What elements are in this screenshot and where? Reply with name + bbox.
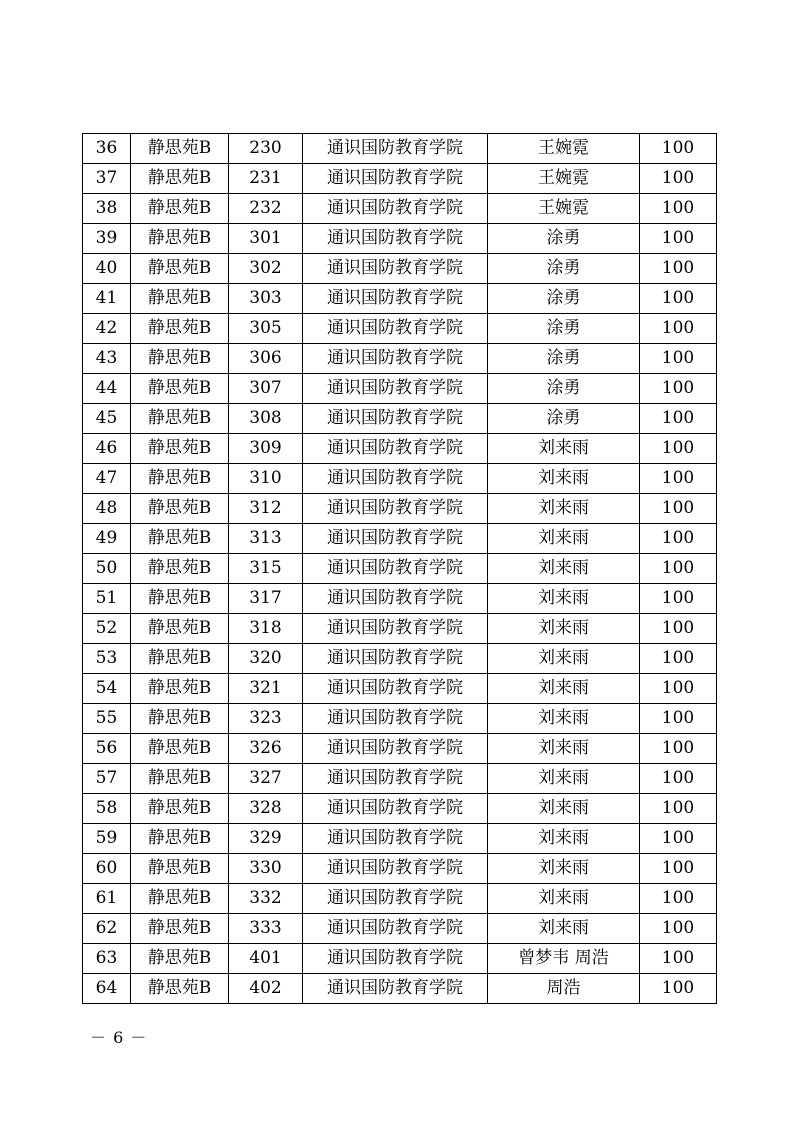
score-cell: 100 — [640, 524, 717, 554]
college-cell: 通识国防教育学院 — [303, 674, 488, 704]
building-cell: 静思苑B — [131, 254, 229, 284]
table-body — [83, 134, 717, 1004]
row-index-cell: 48 — [83, 494, 131, 524]
room-number-cell: 310 — [229, 464, 303, 494]
room-number-cell: 317 — [229, 584, 303, 614]
person-cell: 刘来雨 — [488, 794, 640, 824]
row-index-cell: 52 — [83, 614, 131, 644]
room-number-cell: 318 — [229, 614, 303, 644]
person-cell: 刘来雨 — [488, 554, 640, 584]
room-number-cell: 332 — [229, 884, 303, 914]
building-cell: 静思苑B — [131, 164, 229, 194]
table-row — [83, 404, 717, 434]
person-cell: 刘来雨 — [488, 464, 640, 494]
score-cell: 100 — [640, 764, 717, 794]
room-number-cell: 321 — [229, 674, 303, 704]
room-number-cell: 329 — [229, 824, 303, 854]
building-cell: 静思苑B — [131, 524, 229, 554]
room-number-cell: 305 — [229, 314, 303, 344]
room-number-cell: 301 — [229, 224, 303, 254]
table-row — [83, 464, 717, 494]
college-cell: 通识国防教育学院 — [303, 284, 488, 314]
college-cell: 通识国防教育学院 — [303, 434, 488, 464]
person-cell: 涂勇 — [488, 284, 640, 314]
score-cell: 100 — [640, 464, 717, 494]
row-index-cell: 64 — [83, 974, 131, 1004]
table-row — [83, 854, 717, 884]
row-index-cell: 58 — [83, 794, 131, 824]
person-cell: 刘来雨 — [488, 884, 640, 914]
building-cell: 静思苑B — [131, 614, 229, 644]
college-cell: 通识国防教育学院 — [303, 194, 488, 224]
row-index-cell: 40 — [83, 254, 131, 284]
table-row — [83, 494, 717, 524]
row-index-cell: 61 — [83, 884, 131, 914]
person-cell: 曾梦韦 周浩 — [488, 944, 640, 974]
building-cell: 静思苑B — [131, 824, 229, 854]
row-index-cell: 46 — [83, 434, 131, 464]
score-cell: 100 — [640, 194, 717, 224]
room-number-cell: 308 — [229, 404, 303, 434]
score-cell: 100 — [640, 614, 717, 644]
row-index-cell: 62 — [83, 914, 131, 944]
college-cell: 通识国防教育学院 — [303, 974, 488, 1004]
building-cell: 静思苑B — [131, 914, 229, 944]
row-index-cell: 54 — [83, 674, 131, 704]
building-cell: 静思苑B — [131, 854, 229, 884]
table-row — [83, 524, 717, 554]
college-cell: 通识国防教育学院 — [303, 854, 488, 884]
table-row — [83, 554, 717, 584]
room-number-cell: 328 — [229, 794, 303, 824]
table-row — [83, 434, 717, 464]
building-cell: 静思苑B — [131, 224, 229, 254]
score-cell: 100 — [640, 674, 717, 704]
college-cell: 通识国防教育学院 — [303, 884, 488, 914]
person-cell: 王婉霓 — [488, 194, 640, 224]
building-cell: 静思苑B — [131, 704, 229, 734]
college-cell: 通识国防教育学院 — [303, 254, 488, 284]
building-cell: 静思苑B — [131, 134, 229, 164]
college-cell: 通识国防教育学院 — [303, 644, 488, 674]
person-cell: 周浩 — [488, 974, 640, 1004]
building-cell: 静思苑B — [131, 584, 229, 614]
person-cell: 刘来雨 — [488, 494, 640, 524]
row-index-cell: 42 — [83, 314, 131, 344]
table-row — [83, 704, 717, 734]
person-cell: 涂勇 — [488, 374, 640, 404]
college-cell: 通识国防教育学院 — [303, 584, 488, 614]
table-row — [83, 734, 717, 764]
building-cell: 静思苑B — [131, 344, 229, 374]
person-cell: 刘来雨 — [488, 584, 640, 614]
college-cell: 通识国防教育学院 — [303, 344, 488, 374]
room-number-cell: 307 — [229, 374, 303, 404]
table-row — [83, 314, 717, 344]
building-cell: 静思苑B — [131, 734, 229, 764]
room-number-cell: 303 — [229, 284, 303, 314]
person-cell: 涂勇 — [488, 344, 640, 374]
college-cell: 通识国防教育学院 — [303, 374, 488, 404]
table-row — [83, 164, 717, 194]
row-index-cell: 63 — [83, 944, 131, 974]
person-cell: 刘来雨 — [488, 644, 640, 674]
college-cell: 通识国防教育学院 — [303, 224, 488, 254]
table-row — [83, 224, 717, 254]
room-number-cell: 401 — [229, 944, 303, 974]
building-cell: 静思苑B — [131, 644, 229, 674]
row-index-cell: 47 — [83, 464, 131, 494]
building-cell: 静思苑B — [131, 314, 229, 344]
building-cell: 静思苑B — [131, 374, 229, 404]
person-cell: 刘来雨 — [488, 914, 640, 944]
score-cell: 100 — [640, 134, 717, 164]
person-cell: 涂勇 — [488, 314, 640, 344]
building-cell: 静思苑B — [131, 284, 229, 314]
table-row — [83, 794, 717, 824]
room-number-cell: 315 — [229, 554, 303, 584]
building-cell: 静思苑B — [131, 794, 229, 824]
row-index-cell: 43 — [83, 344, 131, 374]
college-cell: 通识国防教育学院 — [303, 734, 488, 764]
building-cell: 静思苑B — [131, 554, 229, 584]
row-index-cell: 55 — [83, 704, 131, 734]
score-cell: 100 — [640, 554, 717, 584]
person-cell: 王婉霓 — [488, 134, 640, 164]
room-number-cell: 306 — [229, 344, 303, 374]
college-cell: 通识国防教育学院 — [303, 404, 488, 434]
college-cell: 通识国防教育学院 — [303, 824, 488, 854]
score-cell: 100 — [640, 584, 717, 614]
college-cell: 通识国防教育学院 — [303, 764, 488, 794]
college-cell: 通识国防教育学院 — [303, 554, 488, 584]
building-cell: 静思苑B — [131, 404, 229, 434]
person-cell: 刘来雨 — [488, 734, 640, 764]
college-cell: 通识国防教育学院 — [303, 164, 488, 194]
row-index-cell: 59 — [83, 824, 131, 854]
row-index-cell: 51 — [83, 584, 131, 614]
college-cell: 通识国防教育学院 — [303, 614, 488, 644]
row-index-cell: 44 — [83, 374, 131, 404]
building-cell: 静思苑B — [131, 194, 229, 224]
room-number-cell: 309 — [229, 434, 303, 464]
table-row — [83, 974, 717, 1004]
table-row — [83, 374, 717, 404]
room-number-cell: 230 — [229, 134, 303, 164]
table-row — [83, 644, 717, 674]
score-cell: 100 — [640, 254, 717, 284]
college-cell: 通识国防教育学院 — [303, 464, 488, 494]
score-cell: 100 — [640, 284, 717, 314]
table-row — [83, 824, 717, 854]
row-index-cell: 41 — [83, 284, 131, 314]
score-cell: 100 — [640, 164, 717, 194]
room-number-cell: 231 — [229, 164, 303, 194]
room-number-cell: 330 — [229, 854, 303, 884]
room-number-cell: 302 — [229, 254, 303, 284]
room-number-cell: 402 — [229, 974, 303, 1004]
row-index-cell: 38 — [83, 194, 131, 224]
row-index-cell: 49 — [83, 524, 131, 554]
table-row — [83, 284, 717, 314]
room-number-cell: 313 — [229, 524, 303, 554]
score-cell: 100 — [640, 314, 717, 344]
row-index-cell: 39 — [83, 224, 131, 254]
college-cell: 通识国防教育学院 — [303, 914, 488, 944]
building-cell: 静思苑B — [131, 494, 229, 524]
row-index-cell: 57 — [83, 764, 131, 794]
table-row — [83, 134, 717, 164]
person-cell: 涂勇 — [488, 224, 640, 254]
building-cell: 静思苑B — [131, 974, 229, 1004]
room-number-cell: 320 — [229, 644, 303, 674]
college-cell: 通识国防教育学院 — [303, 944, 488, 974]
person-cell: 刘来雨 — [488, 764, 640, 794]
score-cell: 100 — [640, 944, 717, 974]
person-cell: 刘来雨 — [488, 824, 640, 854]
building-cell: 静思苑B — [131, 764, 229, 794]
dormitory-score-table — [82, 133, 717, 1004]
score-cell: 100 — [640, 974, 717, 1004]
table-row — [83, 344, 717, 374]
college-cell: 通识国防教育学院 — [303, 494, 488, 524]
score-cell: 100 — [640, 734, 717, 764]
person-cell: 刘来雨 — [488, 524, 640, 554]
person-cell: 刘来雨 — [488, 854, 640, 884]
college-cell: 通识国防教育学院 — [303, 134, 488, 164]
building-cell: 静思苑B — [131, 434, 229, 464]
row-index-cell: 56 — [83, 734, 131, 764]
table-row — [83, 674, 717, 704]
table-row — [83, 764, 717, 794]
score-cell: 100 — [640, 344, 717, 374]
person-cell: 涂勇 — [488, 254, 640, 284]
table-row — [83, 584, 717, 614]
room-number-cell: 323 — [229, 704, 303, 734]
table-row — [83, 254, 717, 284]
score-cell: 100 — [640, 884, 717, 914]
row-index-cell: 45 — [83, 404, 131, 434]
score-cell: 100 — [640, 914, 717, 944]
person-cell: 涂勇 — [488, 404, 640, 434]
score-cell: 100 — [640, 404, 717, 434]
table-row — [83, 944, 717, 974]
score-cell: 100 — [640, 824, 717, 854]
score-cell: 100 — [640, 434, 717, 464]
row-index-cell: 36 — [83, 134, 131, 164]
score-cell: 100 — [640, 794, 717, 824]
person-cell: 刘来雨 — [488, 434, 640, 464]
person-cell: 刘来雨 — [488, 674, 640, 704]
person-cell: 王婉霓 — [488, 164, 640, 194]
room-number-cell: 327 — [229, 764, 303, 794]
building-cell: 静思苑B — [131, 884, 229, 914]
building-cell: 静思苑B — [131, 464, 229, 494]
person-cell: 刘来雨 — [488, 704, 640, 734]
room-number-cell: 326 — [229, 734, 303, 764]
page-number: － 6 － — [90, 1028, 148, 1047]
table-row — [83, 914, 717, 944]
score-cell: 100 — [640, 224, 717, 254]
room-number-cell: 312 — [229, 494, 303, 524]
building-cell: 静思苑B — [131, 944, 229, 974]
table-row — [83, 194, 717, 224]
row-index-cell: 53 — [83, 644, 131, 674]
college-cell: 通识国防教育学院 — [303, 704, 488, 734]
person-cell: 刘来雨 — [488, 614, 640, 644]
score-cell: 100 — [640, 854, 717, 884]
score-cell: 100 — [640, 704, 717, 734]
row-index-cell: 50 — [83, 554, 131, 584]
college-cell: 通识国防教育学院 — [303, 314, 488, 344]
room-number-cell: 333 — [229, 914, 303, 944]
score-cell: 100 — [640, 644, 717, 674]
row-index-cell: 37 — [83, 164, 131, 194]
college-cell: 通识国防教育学院 — [303, 524, 488, 554]
college-cell: 通识国防教育学院 — [303, 794, 488, 824]
row-index-cell: 60 — [83, 854, 131, 884]
table-row — [83, 614, 717, 644]
room-number-cell: 232 — [229, 194, 303, 224]
building-cell: 静思苑B — [131, 674, 229, 704]
score-cell: 100 — [640, 494, 717, 524]
table-row — [83, 884, 717, 914]
score-cell: 100 — [640, 374, 717, 404]
